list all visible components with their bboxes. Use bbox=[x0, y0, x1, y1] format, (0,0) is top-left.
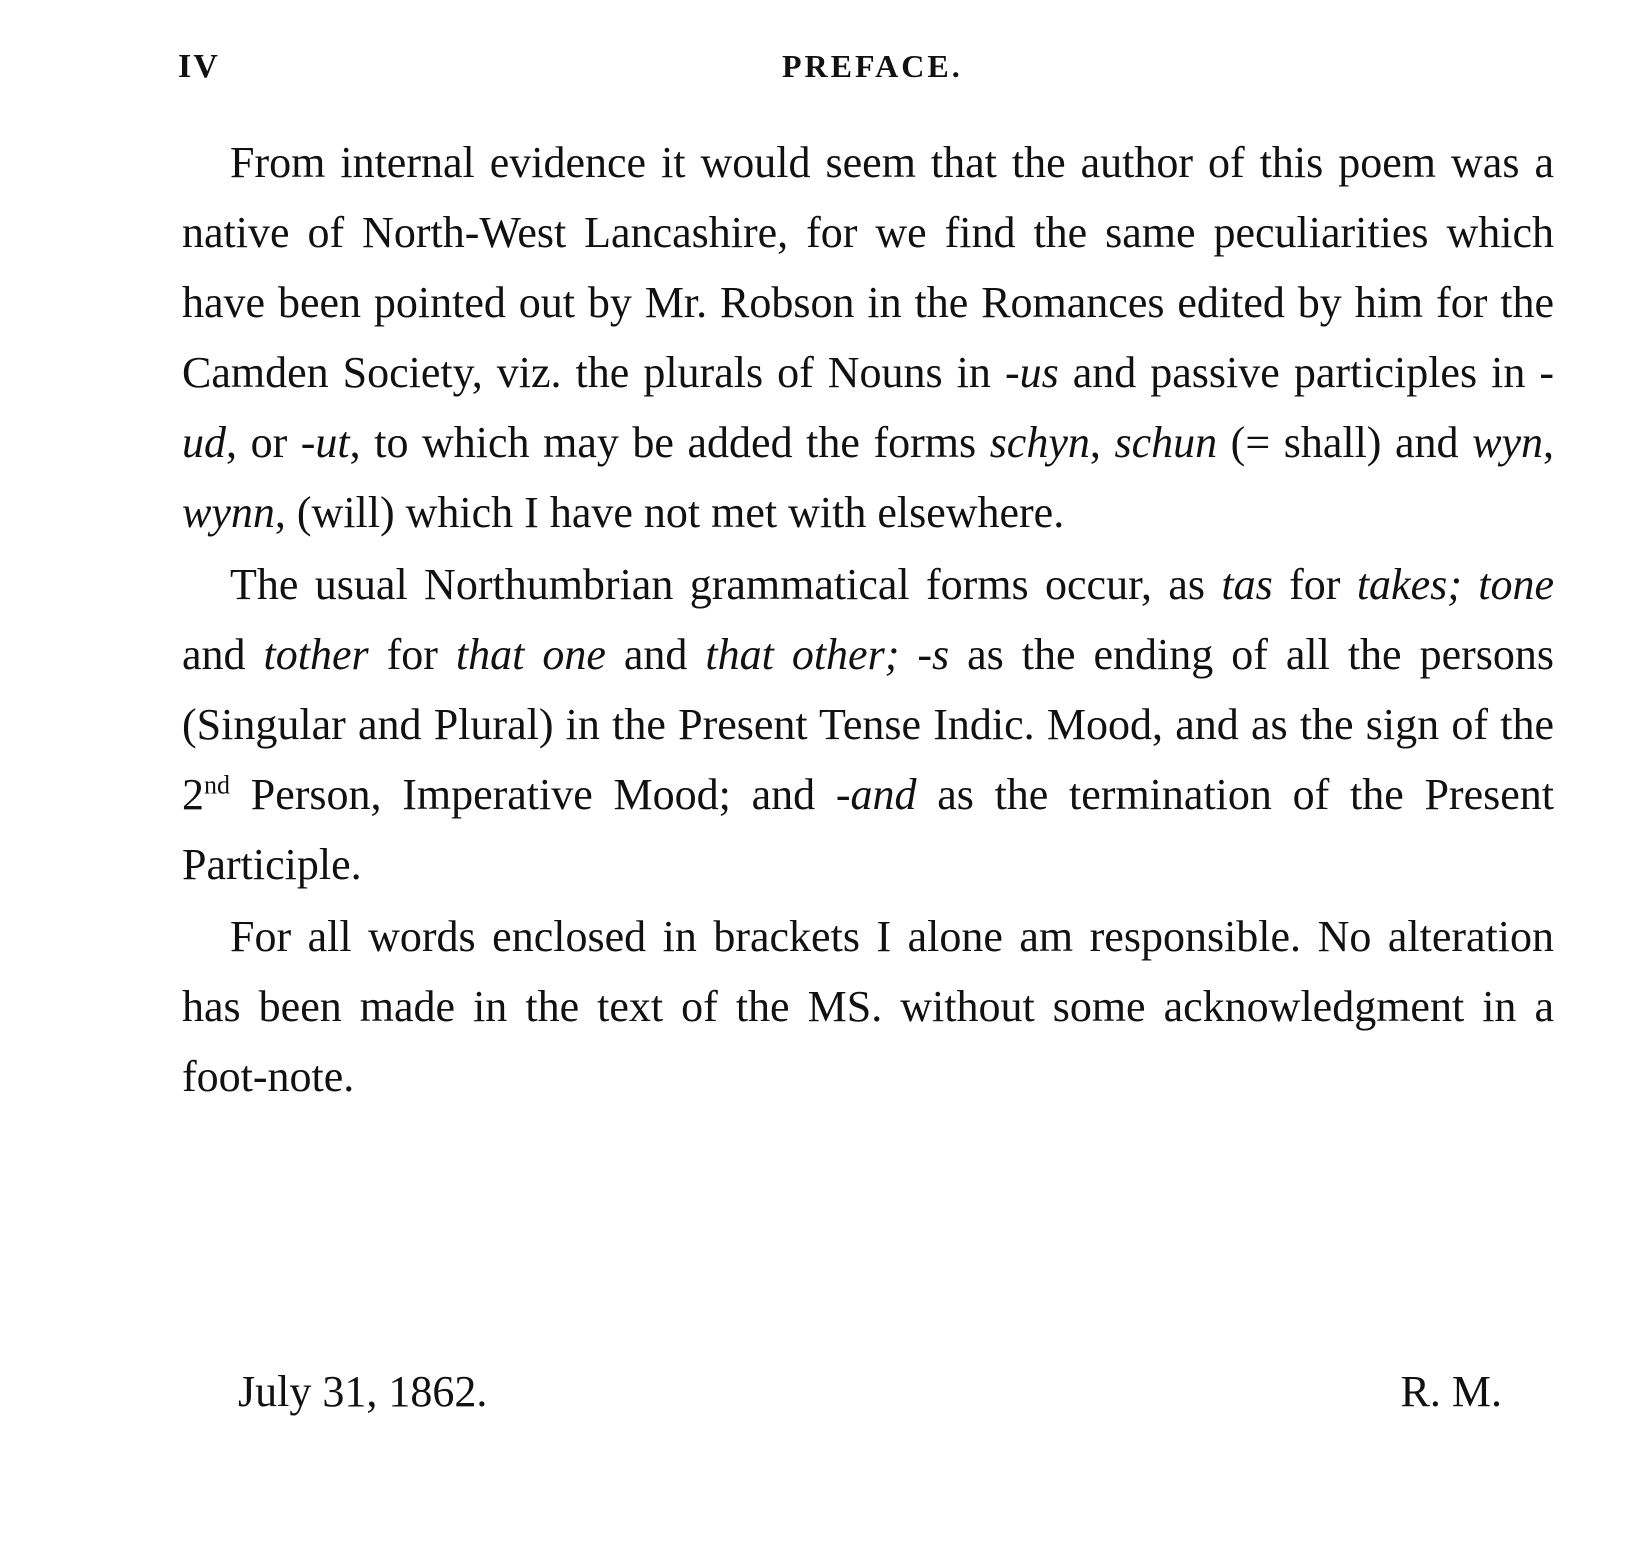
text-span: and passive participles in bbox=[1058, 348, 1540, 397]
text-span: Person, Imperative Mood; and bbox=[230, 770, 836, 819]
text-span: , to which may be added the forms bbox=[349, 418, 990, 467]
paragraph-1 bbox=[182, 128, 1554, 548]
page-number: IV bbox=[178, 48, 220, 85]
text-span: (= shall) and bbox=[1217, 418, 1473, 467]
author-initials: R. M. bbox=[1400, 1367, 1502, 1416]
italic-span: that other; -s bbox=[705, 630, 950, 679]
closing-line bbox=[182, 1366, 1502, 1426]
italic-span: -ut bbox=[300, 418, 350, 467]
running-head: PREFACE. bbox=[782, 48, 963, 84]
italic-span: -and bbox=[835, 770, 917, 819]
text-span: , bbox=[1543, 418, 1555, 467]
italic-span: schyn bbox=[989, 418, 1090, 467]
text-span: for bbox=[1272, 560, 1357, 609]
italic-span: -ud bbox=[182, 348, 1555, 467]
italic-span: -us bbox=[1004, 348, 1059, 397]
text-span: From internal evidence it would seem that the author of this poem was a native of North-West Lancashire, for we find the same peculiarities which have been pointed out by Mr. Robson in the Romances edited by him for the Camden Society, viz. the plurals of Nouns in bbox=[182, 138, 1554, 397]
text-span: as the termination of the Present Participle. bbox=[182, 770, 1554, 889]
text-span: , or bbox=[226, 418, 301, 467]
text-span: and bbox=[182, 630, 264, 679]
italic-span: that one bbox=[455, 630, 606, 679]
text-span: The usual Northumbrian grammatical forms occur, as bbox=[230, 560, 1222, 609]
italic-span: wynn bbox=[182, 488, 275, 537]
text-span: , (will) which I have not met with elsewhere. bbox=[274, 488, 1065, 537]
italic-span: wyn bbox=[1472, 418, 1544, 467]
text-span: and bbox=[605, 630, 706, 679]
superscript: nd bbox=[204, 770, 230, 800]
italic-span: schun bbox=[1114, 418, 1218, 467]
italic-span: takes; tone bbox=[1356, 560, 1555, 609]
text-span: as the ending of all the persons (Singular and Plural) in the Present Tense Indic. Mood, and as the sign of the 2 bbox=[182, 630, 1554, 819]
body-text bbox=[182, 128, 1554, 1112]
paragraph-2 bbox=[182, 550, 1554, 900]
text-span: for bbox=[368, 630, 456, 679]
page-header bbox=[178, 48, 1558, 98]
italic-span: tother bbox=[263, 630, 369, 679]
italic-span: tas bbox=[1221, 560, 1273, 609]
text-span: For all words enclosed in brackets I alone am responsible. No alteration has been made in the text of the MS. without some acknowledgment in a foot-note. bbox=[182, 912, 1554, 1101]
text-span: , bbox=[1089, 418, 1115, 467]
paragraph-3 bbox=[182, 902, 1554, 1112]
closing-date: July 31, 1862. bbox=[238, 1367, 488, 1416]
